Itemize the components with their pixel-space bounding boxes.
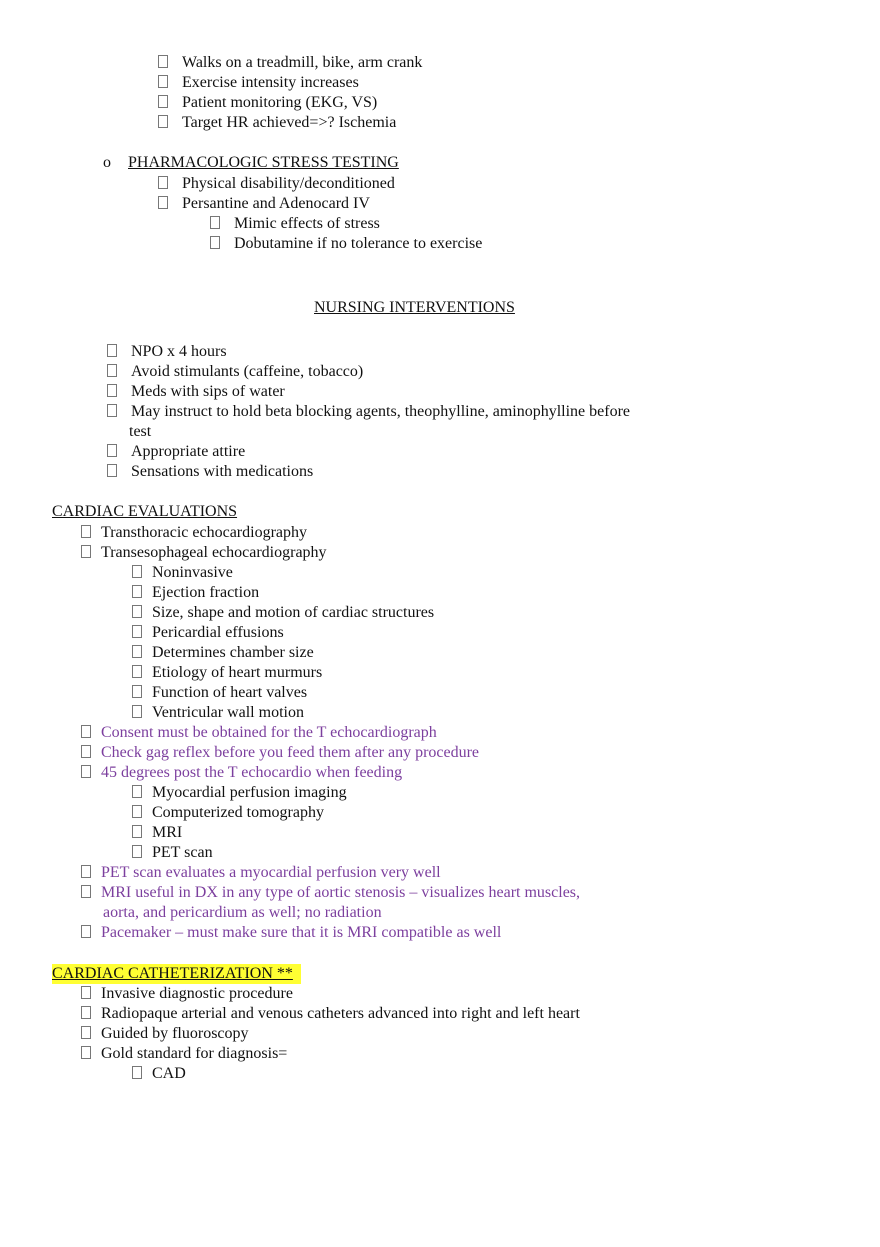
list-item: Radiopaque arterial and venous catheters advanced into right and left heart bbox=[81, 1004, 580, 1024]
list-item: Ventricular wall motion bbox=[132, 703, 304, 723]
nursing-heading: NURSING INTERVENTIONS bbox=[314, 299, 515, 316]
pharm-section-header bbox=[103, 153, 447, 173]
pharm-heading: PHARMACOLOGIC STRESS TESTING bbox=[128, 154, 399, 171]
checkbox-bullet-icon bbox=[81, 1006, 91, 1019]
list-item: Gold standard for diagnosis= bbox=[81, 1044, 287, 1064]
list-item: Physical disability/deconditioned bbox=[158, 174, 395, 194]
list-item: Walks on a treadmill, bike, arm crank bbox=[158, 53, 422, 73]
checkbox-bullet-icon bbox=[107, 404, 117, 417]
checkbox-bullet-icon bbox=[132, 805, 142, 818]
note-item: 45 degrees post the T echocardio when feeding bbox=[81, 763, 402, 783]
note-item: MRI useful in DX in any type of aortic stenosis – visualizes heart muscles, bbox=[81, 883, 580, 903]
checkbox-bullet-icon bbox=[158, 75, 168, 88]
checkbox-bullet-icon bbox=[132, 565, 142, 578]
list-item: May instruct to hold beta blocking agents, theophylline, aminophylline before bbox=[107, 402, 630, 422]
checkbox-bullet-icon bbox=[81, 525, 91, 538]
checkbox-bullet-icon bbox=[132, 785, 142, 798]
list-item: Mimic effects of stress bbox=[210, 214, 380, 234]
checkbox-bullet-icon bbox=[158, 95, 168, 108]
checkbox-bullet-icon bbox=[107, 444, 117, 457]
checkbox-bullet-icon bbox=[210, 216, 220, 229]
list-item: Computerized tomography bbox=[132, 803, 324, 823]
list-item: Ejection fraction bbox=[132, 583, 259, 603]
list-item: Myocardial perfusion imaging bbox=[132, 783, 347, 803]
checkbox-bullet-icon bbox=[81, 986, 91, 999]
list-item: Pericardial effusions bbox=[132, 623, 284, 643]
checkbox-bullet-icon bbox=[81, 1026, 91, 1039]
checkbox-bullet-icon bbox=[81, 725, 91, 738]
checkbox-bullet-icon bbox=[81, 865, 91, 878]
list-item: Etiology of heart murmurs bbox=[132, 663, 322, 683]
list-item: Target HR achieved=>? Ischemia bbox=[158, 113, 396, 133]
list-item: MRI bbox=[132, 823, 182, 843]
list-item: Determines chamber size bbox=[132, 643, 314, 663]
checkbox-bullet-icon bbox=[81, 765, 91, 778]
list-item: Size, shape and motion of cardiac structures bbox=[132, 603, 434, 623]
list-item: CAD bbox=[132, 1064, 186, 1084]
checkbox-bullet-icon bbox=[81, 545, 91, 558]
checkbox-bullet-icon bbox=[132, 685, 142, 698]
checkbox-bullet-icon bbox=[132, 845, 142, 858]
checkbox-bullet-icon bbox=[158, 55, 168, 68]
checkbox-bullet-icon bbox=[132, 825, 142, 838]
cardiac-evaluations-heading: CARDIAC EVALUATIONS bbox=[52, 503, 238, 520]
list-item: Exercise intensity increases bbox=[158, 73, 359, 93]
cardiac-catheterization-heading: CARDIAC CATHETERIZATION ** bbox=[52, 964, 301, 984]
checkbox-bullet-icon bbox=[158, 196, 168, 209]
checkbox-bullet-icon bbox=[158, 176, 168, 189]
note-item: Consent must be obtained for the T echocardiograph bbox=[81, 723, 437, 743]
list-item: Noninvasive bbox=[132, 563, 233, 583]
checkbox-bullet-icon bbox=[132, 605, 142, 618]
list-item: Patient monitoring (EKG, VS) bbox=[158, 93, 377, 113]
list-item: Invasive diagnostic procedure bbox=[81, 984, 293, 1004]
list-item: NPO x 4 hours bbox=[107, 342, 227, 362]
list-item-continuation: test bbox=[129, 423, 152, 440]
note-item: Pacemaker – must make sure that it is MRI compatible as well bbox=[81, 923, 501, 943]
list-item: Avoid stimulants (caffeine, tobacco) bbox=[107, 362, 363, 382]
checkbox-bullet-icon bbox=[81, 885, 91, 898]
list-item: Sensations with medications bbox=[107, 462, 313, 482]
checkbox-bullet-icon bbox=[81, 1046, 91, 1059]
list-item: Guided by fluoroscopy bbox=[81, 1024, 249, 1044]
checkbox-bullet-icon bbox=[132, 665, 142, 678]
checkbox-bullet-icon bbox=[107, 344, 117, 357]
note-item: Check gag reflex before you feed them after any procedure bbox=[81, 743, 479, 763]
checkbox-bullet-icon bbox=[107, 364, 117, 377]
checkbox-bullet-icon bbox=[132, 585, 142, 598]
checkbox-bullet-icon bbox=[132, 645, 142, 658]
checkbox-bullet-icon bbox=[81, 925, 91, 938]
note-item: PET scan evaluates a myocardial perfusion very well bbox=[81, 863, 441, 883]
checkbox-bullet-icon bbox=[107, 384, 117, 397]
list-item: Transthoracic echocardiography bbox=[81, 523, 307, 543]
note-item-continuation: aorta, and pericardium as well; no radiation bbox=[103, 904, 382, 921]
list-item: Function of heart valves bbox=[132, 683, 307, 703]
checkbox-bullet-icon bbox=[132, 705, 142, 718]
list-item: Dobutamine if no tolerance to exercise bbox=[210, 234, 482, 254]
checkbox-bullet-icon bbox=[107, 464, 117, 477]
checkbox-bullet-icon bbox=[132, 1066, 142, 1079]
list-item: Persantine and Adenocard IV bbox=[158, 194, 370, 214]
checkbox-bullet-icon bbox=[210, 236, 220, 249]
list-item: PET scan bbox=[132, 843, 213, 863]
pharm-marker: o bbox=[103, 154, 111, 171]
checkbox-bullet-icon bbox=[132, 625, 142, 638]
list-item: Appropriate attire bbox=[107, 442, 245, 462]
list-item: Transesophageal echocardiography bbox=[81, 543, 327, 563]
checkbox-bullet-icon bbox=[158, 115, 168, 128]
checkbox-bullet-icon bbox=[81, 745, 91, 758]
list-item: Meds with sips of water bbox=[107, 382, 285, 402]
